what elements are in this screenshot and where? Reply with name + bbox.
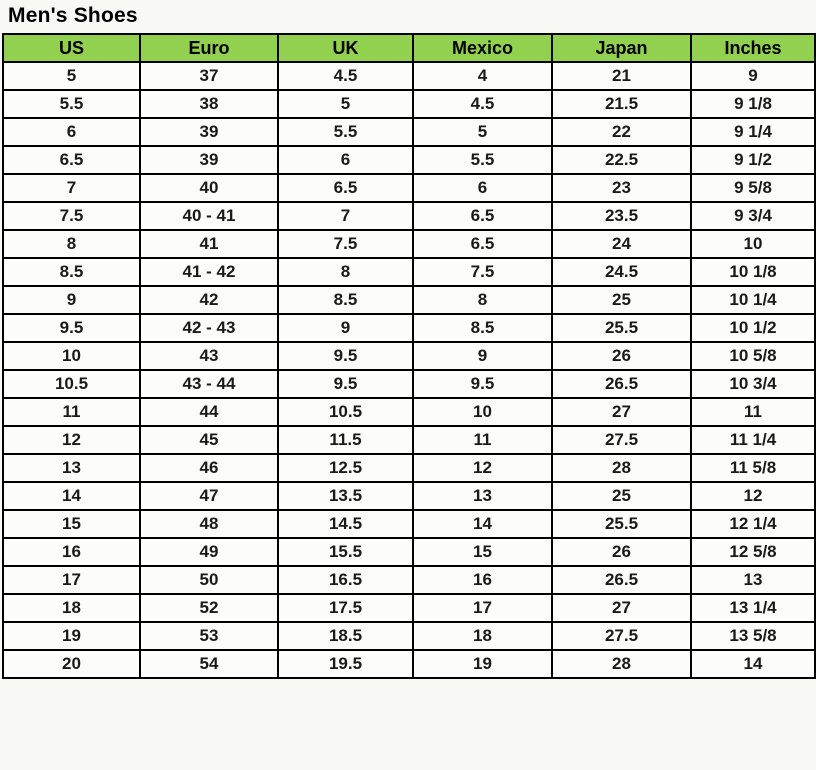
table-cell: 7.5 — [413, 258, 552, 286]
table-cell: 25 — [552, 482, 691, 510]
table-cell: 12 1/4 — [691, 510, 815, 538]
table-cell: 4.5 — [278, 62, 413, 90]
table-cell: 5.5 — [278, 118, 413, 146]
table-cell: 10 3/4 — [691, 370, 815, 398]
table-cell: 27.5 — [552, 622, 691, 650]
table-row — [3, 118, 815, 146]
table-cell: 45 — [140, 426, 278, 454]
table-cell: 4.5 — [413, 90, 552, 118]
table-cell: 13.5 — [278, 482, 413, 510]
table-cell: 10.5 — [3, 370, 140, 398]
table-cell: 27 — [552, 594, 691, 622]
table-cell: 23.5 — [552, 202, 691, 230]
table-cell: 9 — [3, 286, 140, 314]
table-row — [3, 510, 815, 538]
table-row — [3, 454, 815, 482]
table-cell: 12 5/8 — [691, 538, 815, 566]
table-cell: 39 — [140, 118, 278, 146]
table-cell: 20 — [3, 650, 140, 678]
size-conversion-table — [2, 33, 816, 679]
table-cell: 7 — [278, 202, 413, 230]
table-cell: 11.5 — [278, 426, 413, 454]
column-header-japan: Japan — [552, 34, 691, 62]
table-row — [3, 202, 815, 230]
table-cell: 11 5/8 — [691, 454, 815, 482]
table-cell: 12 — [691, 482, 815, 510]
table-cell: 7 — [3, 174, 140, 202]
table-cell: 10 5/8 — [691, 342, 815, 370]
table-cell: 40 - 41 — [140, 202, 278, 230]
table-cell: 19.5 — [278, 650, 413, 678]
table-cell: 14 — [691, 650, 815, 678]
table-cell: 25 — [552, 286, 691, 314]
table-cell: 21.5 — [552, 90, 691, 118]
table-cell: 10 1/8 — [691, 258, 815, 286]
table-cell: 42 - 43 — [140, 314, 278, 342]
table-cell: 14 — [3, 482, 140, 510]
table-row — [3, 594, 815, 622]
table-cell: 18 — [3, 594, 140, 622]
table-cell: 13 — [413, 482, 552, 510]
table-cell: 13 5/8 — [691, 622, 815, 650]
table-cell: 18 — [413, 622, 552, 650]
table-cell: 40 — [140, 174, 278, 202]
table-cell: 10 — [3, 342, 140, 370]
table-cell: 11 — [413, 426, 552, 454]
table-cell: 8.5 — [3, 258, 140, 286]
table-cell: 10.5 — [278, 398, 413, 426]
table-cell: 4 — [413, 62, 552, 90]
table-cell: 27.5 — [552, 426, 691, 454]
table-cell: 25.5 — [552, 510, 691, 538]
table-cell: 6 — [278, 146, 413, 174]
table-cell: 9 1/4 — [691, 118, 815, 146]
table-cell: 5.5 — [413, 146, 552, 174]
table-row — [3, 622, 815, 650]
table-row — [3, 90, 815, 118]
table-cell: 14.5 — [278, 510, 413, 538]
column-header-mexico: Mexico — [413, 34, 552, 62]
table-cell: 19 — [413, 650, 552, 678]
table-cell: 26 — [552, 538, 691, 566]
table-cell: 8 — [413, 286, 552, 314]
column-header-us: US — [3, 34, 140, 62]
table-cell: 49 — [140, 538, 278, 566]
table-row — [3, 398, 815, 426]
table-cell: 6.5 — [413, 202, 552, 230]
table-cell: 10 1/4 — [691, 286, 815, 314]
table-cell: 11 — [691, 398, 815, 426]
table-cell: 14 — [413, 510, 552, 538]
table-cell: 48 — [140, 510, 278, 538]
table-cell: 11 — [3, 398, 140, 426]
column-header-uk: UK — [278, 34, 413, 62]
table-row — [3, 538, 815, 566]
table-cell: 21 — [552, 62, 691, 90]
table-cell: 6.5 — [413, 230, 552, 258]
table-cell: 10 — [413, 398, 552, 426]
table-row — [3, 566, 815, 594]
table-cell: 27 — [552, 398, 691, 426]
table-cell: 22.5 — [552, 146, 691, 174]
table-cell: 41 - 42 — [140, 258, 278, 286]
table-cell: 54 — [140, 650, 278, 678]
table-cell: 19 — [3, 622, 140, 650]
table-cell: 7.5 — [278, 230, 413, 258]
table-cell: 6 — [3, 118, 140, 146]
table-cell: 15 — [3, 510, 140, 538]
table-cell: 13 — [3, 454, 140, 482]
table-cell: 8 — [278, 258, 413, 286]
table-cell: 5 — [3, 62, 140, 90]
table-cell: 16.5 — [278, 566, 413, 594]
table-cell: 10 — [691, 230, 815, 258]
table-row — [3, 426, 815, 454]
table-cell: 9 1/2 — [691, 146, 815, 174]
table-cell: 9 — [413, 342, 552, 370]
table-row — [3, 230, 815, 258]
table-cell: 8 — [3, 230, 140, 258]
table-cell: 9.5 — [278, 342, 413, 370]
table-cell: 8.5 — [278, 286, 413, 314]
table-row — [3, 314, 815, 342]
table-cell: 9 1/8 — [691, 90, 815, 118]
table-cell: 23 — [552, 174, 691, 202]
table-row — [3, 482, 815, 510]
table-cell: 9.5 — [413, 370, 552, 398]
table-row — [3, 286, 815, 314]
table-cell: 9.5 — [278, 370, 413, 398]
table-cell: 13 — [691, 566, 815, 594]
table-cell: 24.5 — [552, 258, 691, 286]
table-header-row — [3, 34, 815, 62]
table-cell: 17.5 — [278, 594, 413, 622]
table-cell: 16 — [413, 566, 552, 594]
table-cell: 52 — [140, 594, 278, 622]
page-title: Men's Shoes — [8, 4, 138, 27]
table-cell: 9.5 — [3, 314, 140, 342]
table-cell: 41 — [140, 230, 278, 258]
table-cell: 17 — [3, 566, 140, 594]
table-row — [3, 342, 815, 370]
table-cell: 6.5 — [3, 146, 140, 174]
table-cell: 37 — [140, 62, 278, 90]
table-cell: 15 — [413, 538, 552, 566]
table-cell: 16 — [3, 538, 140, 566]
table-cell: 38 — [140, 90, 278, 118]
column-header-euro: Euro — [140, 34, 278, 62]
table-cell: 53 — [140, 622, 278, 650]
table-cell: 6.5 — [278, 174, 413, 202]
table-cell: 12 — [413, 454, 552, 482]
table-row — [3, 146, 815, 174]
table-cell: 13 1/4 — [691, 594, 815, 622]
table-cell: 46 — [140, 454, 278, 482]
table-cell: 6 — [413, 174, 552, 202]
table-cell: 25.5 — [552, 314, 691, 342]
table-cell: 9 3/4 — [691, 202, 815, 230]
table-cell: 8.5 — [413, 314, 552, 342]
table-cell: 26.5 — [552, 370, 691, 398]
table-row — [3, 62, 815, 90]
table-row — [3, 370, 815, 398]
table-cell: 28 — [552, 454, 691, 482]
table-cell: 11 1/4 — [691, 426, 815, 454]
table-cell: 5 — [278, 90, 413, 118]
column-header-inches: Inches — [691, 34, 815, 62]
table-cell: 5 — [413, 118, 552, 146]
table-cell: 10 1/2 — [691, 314, 815, 342]
table-cell: 39 — [140, 146, 278, 174]
table-cell: 50 — [140, 566, 278, 594]
table-cell: 7.5 — [3, 202, 140, 230]
table-cell: 9 — [691, 62, 815, 90]
table-cell: 22 — [552, 118, 691, 146]
table-row — [3, 258, 815, 286]
table-cell: 42 — [140, 286, 278, 314]
table-cell: 17 — [413, 594, 552, 622]
table-cell: 47 — [140, 482, 278, 510]
table-cell: 9 — [278, 314, 413, 342]
table-cell: 18.5 — [278, 622, 413, 650]
table-cell: 26 — [552, 342, 691, 370]
table-cell: 43 - 44 — [140, 370, 278, 398]
table-row — [3, 650, 815, 678]
table-row — [3, 174, 815, 202]
table-cell: 43 — [140, 342, 278, 370]
table-cell: 15.5 — [278, 538, 413, 566]
table-cell: 12.5 — [278, 454, 413, 482]
table-cell: 24 — [552, 230, 691, 258]
table-cell: 44 — [140, 398, 278, 426]
table-cell: 12 — [3, 426, 140, 454]
table-cell: 28 — [552, 650, 691, 678]
table-cell: 5.5 — [3, 90, 140, 118]
table-cell: 26.5 — [552, 566, 691, 594]
table-cell: 9 5/8 — [691, 174, 815, 202]
